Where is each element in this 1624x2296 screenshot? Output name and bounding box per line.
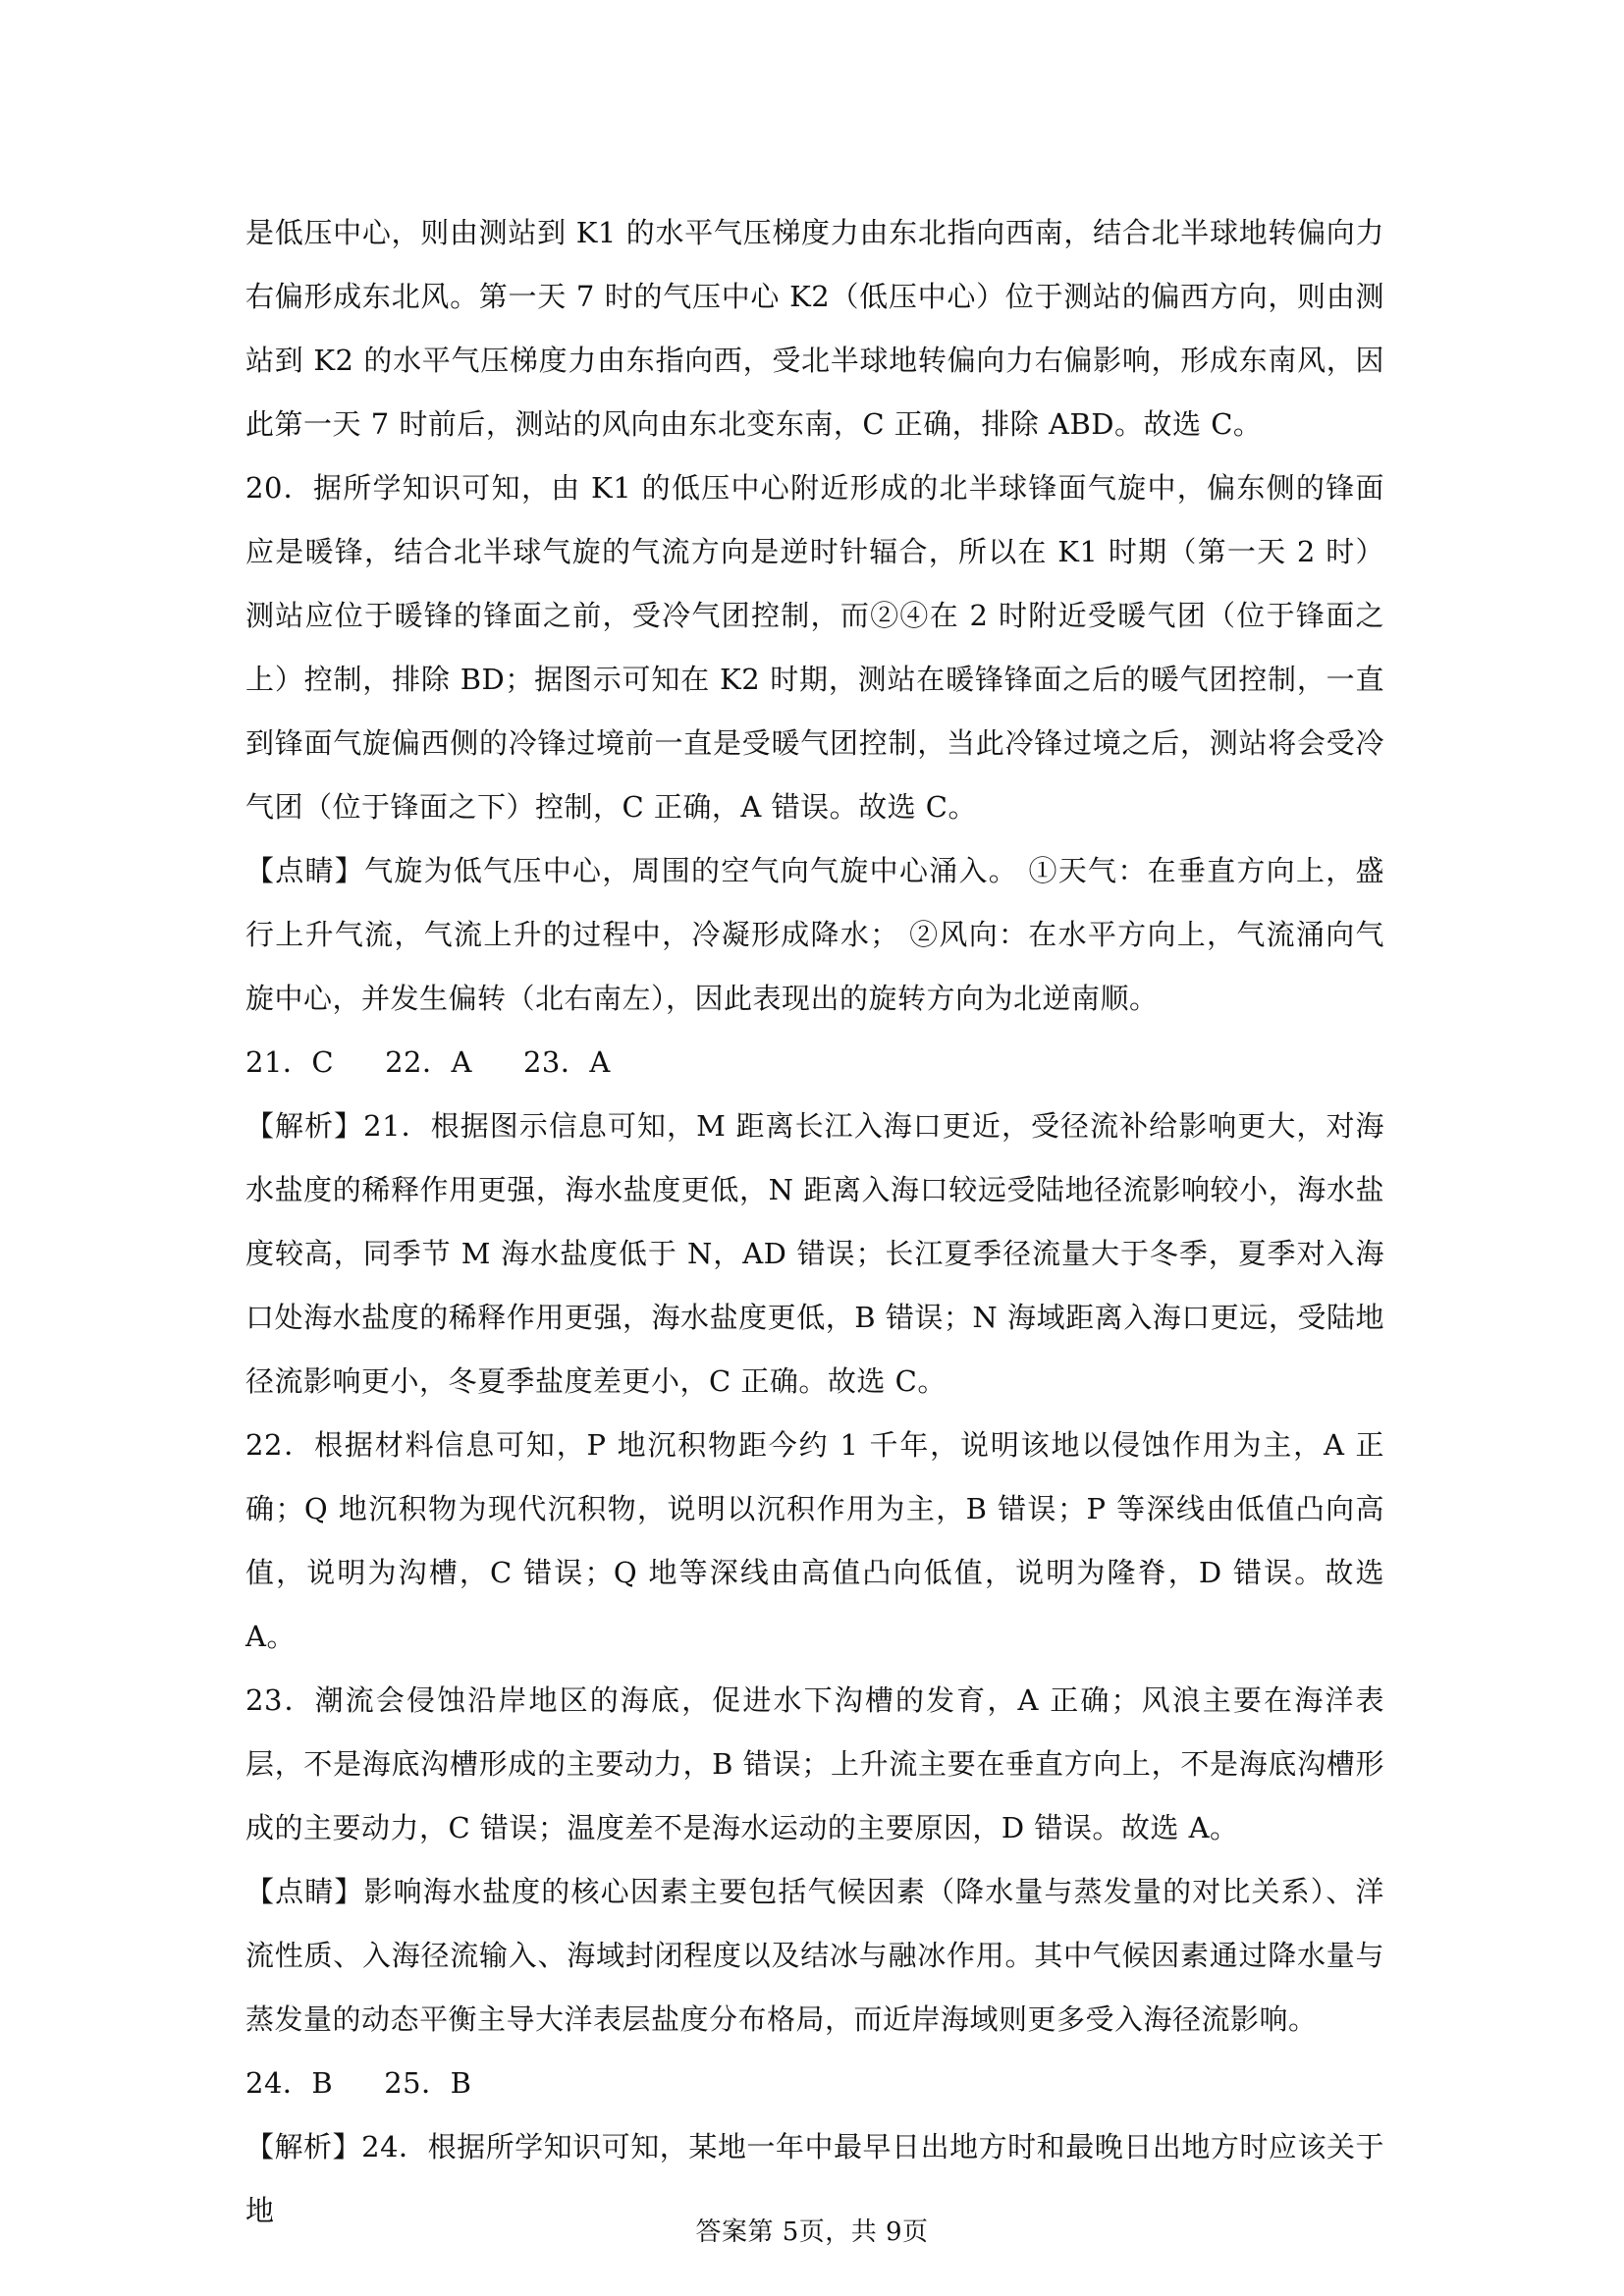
page-footer: 答案第 5页，共 9页 <box>695 2217 929 2247</box>
paragraph-24-explanation: 【解析】24．根据所学知识可知，某地一年中最早日出地方时和最晚日出地方时应该关于地 <box>245 2130 1384 2227</box>
paragraph-tip-salinity: 【点睛】影响海水盐度的核心因素主要包括气候因素（降水量与蒸发量的对比关系）、洋流性质、入海径流输入、海域封闭程度以及结冰与融冰作用。其中气候因素通过降水量与蒸发量的动态平衡主导大洋表层盐度分布格局，而近岸海域则更多受入海径流影响。 <box>245 1875 1384 2036</box>
answer-content <box>245 201 1384 2243</box>
paragraph-20-explanation: 20．据所学知识可知，由 K1 的低压中心附近形成的北半球锋面气旋中，偏东侧的锋面应是暖锋，结合北半球气旋的气流方向是逆时针辐合，所以在 K1 时期（第一天 2 时）测站应位于暖锋的锋面之前，受冷气团控制，而②④在 2 时附近受暖气团（位于锋面之上）控制，排除 BD；据图示可知在 K2 时期，测站在暖锋锋面之后的暖气团控制，一直到锋面气旋偏西侧的冷锋过境前一直是受暖气团控制，当此冷锋过境之后，测站将会受冷气团（位于锋面之下）控制，C 正确，A 错误。故选 C。 <box>245 471 1384 824</box>
paragraph-21-explanation: 【解析】21．根据图示信息可知，M 距离长江入海口更近，受径流补给影响更大，对海水盐度的稀释作用更强，海水盐度更低，N 距离入海口较远受陆地径流影响较小，海水盐度较高，同季节 M 海水盐度低于 N，AD 错误；长江夏季径流量大于冬季，夏季对入海口处海水盐度的稀释作用更强，海水盐度更低，B 错误；N 海域距离入海口更远，受陆地径流影响更小，冬夏季盐度差更小，C 正确。故选 C。 <box>245 1109 1384 1398</box>
answer-25: 25．B <box>384 2066 472 2100</box>
answer-23: 23．A <box>522 1045 611 1079</box>
paragraph-22-explanation: 22．根据材料信息可知，P 地沉积物距今约 1 千年，说明该地以侵蚀作用为主，A 正确；Q 地沉积物为现代沉积物，说明以沉积作用为主，B 错误；P 等深线由低值凸向高值，说明为沟槽，C 错误；Q 地等深线由高值凸向低值，说明为隆脊，D 错误。故选 A。 <box>245 1428 1384 1653</box>
paragraph-tip-cyclone: 【点睛】气旋为低气压中心，周围的空气向气旋中心涌入。 ①天气：在垂直方向上，盛行上升气流，气流上升的过程中，冷凝形成降水； ②风向：在水平方向上，气流涌向气旋中心，并发生偏转（北右南左），因此表现出的旋转方向为北逆南顺。 <box>245 854 1384 1015</box>
answer-24: 24．B <box>245 2066 334 2100</box>
answer-22: 22．A <box>385 1045 472 1079</box>
answer-21: 21．C <box>245 1045 335 1079</box>
answer-line-21-23 <box>245 1031 1384 1095</box>
paragraph-19-continued: 是低压中心，则由测站到 K1 的水平气压梯度力由东北指向西南，结合北半球地转偏向力右偏形成东北风。第一天 7 时的气压中心 K2（低压中心）位于测站的偏西方向，则由测站到 K2 的水平气压梯度力由东指向西，受北半球地转偏向力右偏影响，形成东南风，因此第一天 7 时前后，测站的风向由东北变东南，C 正确，排除 ABD。故选 C。 <box>245 216 1384 441</box>
answer-line-24-25 <box>245 2052 1384 2115</box>
paragraph-23-explanation: 23．潮流会侵蚀沿岸地区的海底，促进水下沟槽的发育，A 正确；风浪主要在海洋表层，不是海底沟槽形成的主要动力，B 错误；上升流主要在垂直方向上，不是海底沟槽形成的主要动力，C 错误；温度差不是海水运动的主要原因，D 错误。故选 A。 <box>245 1683 1384 1844</box>
